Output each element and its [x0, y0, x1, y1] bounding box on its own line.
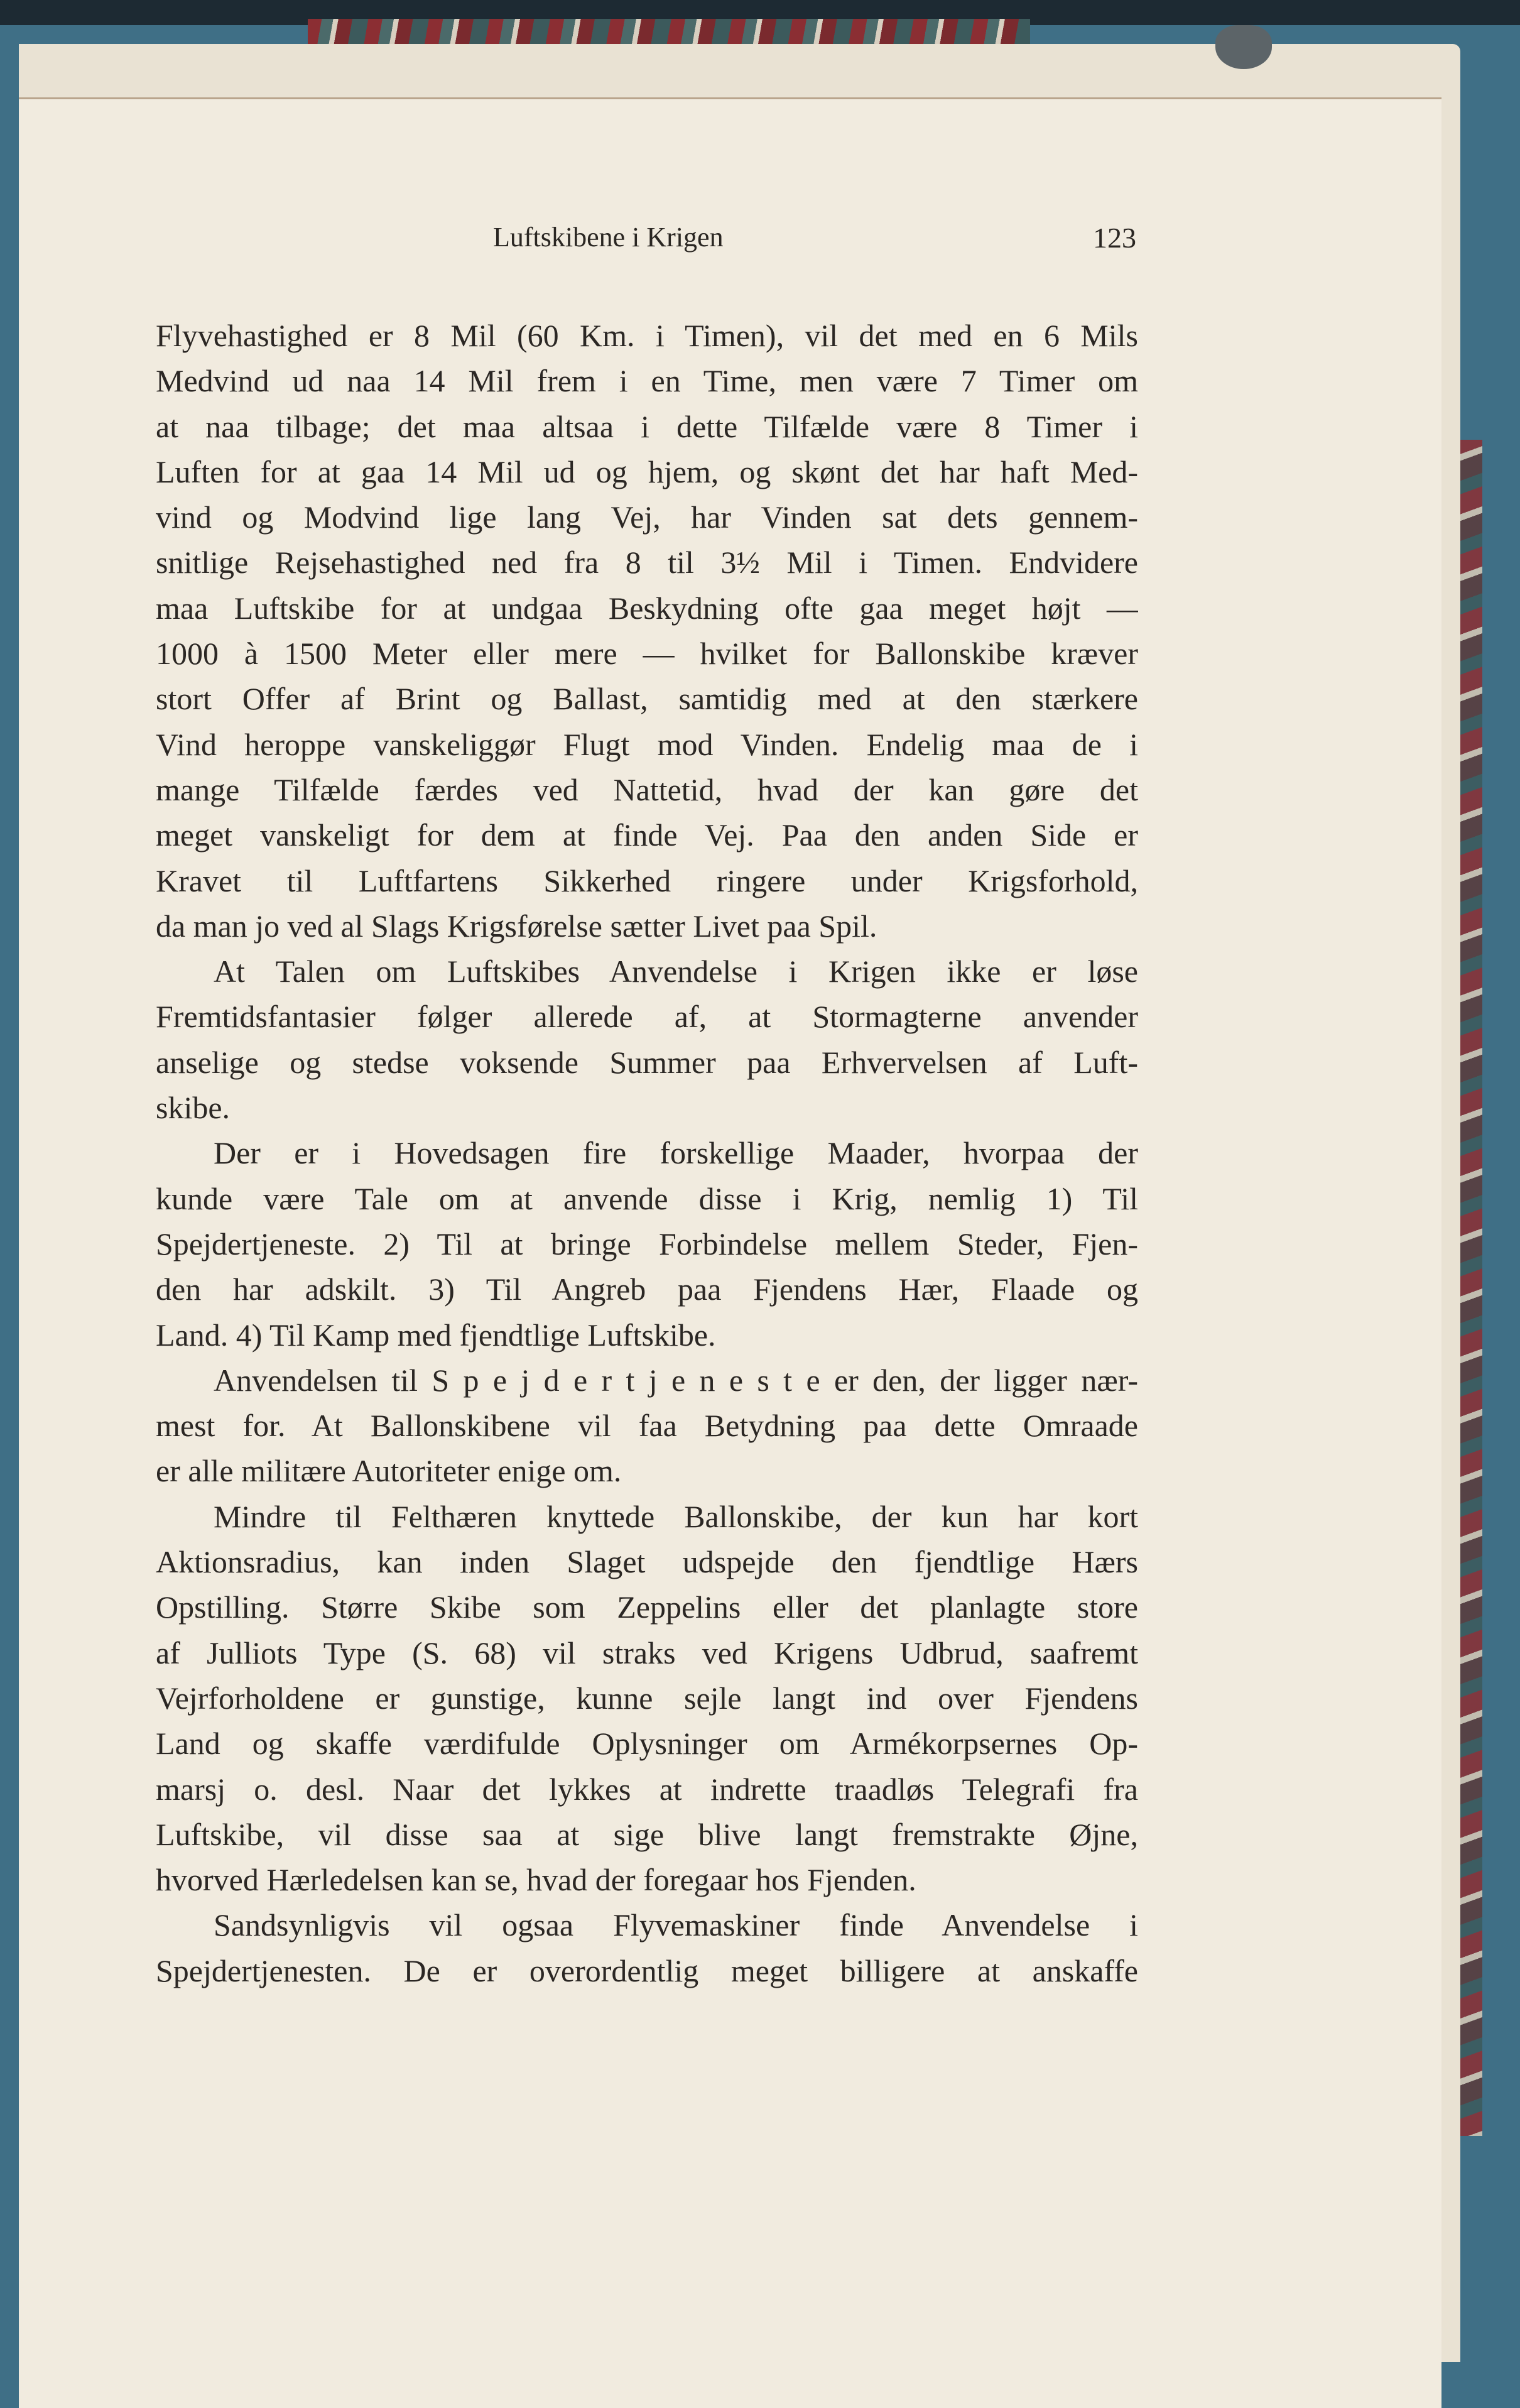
text-line: at naa tilbage; det maa altsaa i dette Tilfælde være 8 Timer i: [156, 408, 1138, 444]
text-line: At Talen om Luftskibes Anvendelse i Krigen ikke er løse: [214, 954, 1138, 989]
text-line: meget vanskeligt for dem at finde Vej. Paa den anden Side er: [156, 817, 1138, 853]
text-line: Spejdertjeneste. 2) Til at bringe Forbindelse mellem Steder, Fjen-: [156, 1226, 1138, 1261]
text-line: Mindre til Felthæren knyttede Ballonskibe, der kun har kort: [214, 1498, 1138, 1534]
text-line: Sandsynligvis vil ogsaa Flyvemaskiner finde Anvendelse i: [214, 1907, 1138, 1943]
text-line: Medvind ud naa 14 Mil frem i en Time, men være 7 Timer om: [156, 363, 1138, 399]
text-line: er alle militære Autoriteter enige om.: [156, 1453, 622, 1489]
text-line: 1000 à 1500 Meter eller mere — hvilket for Ballonskibe kræver: [156, 636, 1138, 672]
text-line: anselige og stedse voksende Summer paa Erhvervelsen af Luft-: [156, 1044, 1138, 1080]
paragraph: [156, 1902, 1138, 1993]
page-number: 123: [1093, 222, 1136, 254]
text-line: mange Tilfælde færdes ved Nattetid, hvad der kan gøre det: [156, 771, 1138, 807]
paragraph: [156, 1494, 1138, 1903]
body-text: [156, 313, 1138, 1993]
text-line: da man jo ved al Slags Krigsførelse sætter Livet paa Spil.: [156, 908, 877, 944]
text-line: Aktionsradius, kan inden Slaget udspejde den fjendtlige Hærs: [156, 1544, 1138, 1580]
text-line: Der er i Hovedsagen fire forskellige Maader, hvorpaa der: [214, 1135, 1138, 1171]
text-line: Flyvehastighed er 8 Mil (60 Km. i Timen), vil det med en 6 Mils: [156, 318, 1138, 353]
text-line: Fremtidsfantasier følger allerede af, at Stormagterne anvender: [156, 999, 1138, 1035]
text-line: Land og skaffe værdifulde Oplysninger om Armékorpsernes Op-: [156, 1726, 1138, 1762]
paragraph: [156, 1130, 1138, 1357]
text-line: Vejrforholdene er gunstige, kunne sejle langt ind over Fjendens: [156, 1680, 1138, 1716]
text-line: vind og Modvind lige lang Vej, har Vinden sat dets gennem-: [156, 499, 1138, 535]
text-line: Luftskibe, vil disse saa at sige blive langt fremstrakte Øjne,: [156, 1816, 1138, 1852]
text-line: den har adskilt. 3) Til Angreb paa Fjendens Hær, Flaade og: [156, 1272, 1138, 1307]
text-line: Luften for at gaa 14 Mil ud og hjem, og skønt det har haft Med-: [156, 454, 1138, 489]
text-line: stort Offer af Brint og Ballast, samtidig med at den stærkere: [156, 681, 1138, 717]
text-line: kunde være Tale om at anvende disse i Krig, nemlig 1) Til: [156, 1180, 1138, 1216]
text-line: Kravet til Luftfartens Sikkerhed ringere under Krigsforhold,: [156, 863, 1138, 898]
paragraph: [156, 313, 1138, 949]
paragraph: [156, 1358, 1138, 1494]
running-title: Luftskibene i Krigen: [493, 222, 724, 253]
text-line: mest for. At Ballonskibene vil faa Betydning paa dette Omraade: [156, 1408, 1138, 1444]
text-line: marsj o. desl. Naar det lykkes at indrette traadløs Telegrafi fra: [156, 1771, 1138, 1807]
text-line: hvorved Hærledelsen kan se, hvad der foregaar hos Fjenden.: [156, 1862, 916, 1898]
text-line: Spejdertjenesten. De er overordentlig meget billigere at anskaffe: [156, 1953, 1138, 1988]
text-line: Land. 4) Til Kamp med fjendtlige Luftskibe.: [156, 1317, 716, 1353]
text-line: maa Luftskibe for at undgaa Beskydning ofte gaa meget højt —: [156, 590, 1138, 626]
page-clip: [1215, 25, 1272, 69]
text-line: snitlige Rejsehastighed ned fra 8 til 3½ Mil i Timen. Endvidere: [156, 545, 1138, 580]
text-line: skibe.: [156, 1090, 231, 1126]
text-line: Vind heroppe vanskeliggør Flugt mod Vinden. Endelig maa de i: [156, 726, 1138, 762]
text-line: af Julliots Type (S. 68) vil straks ved Krigens Udbrud, saafremt: [156, 1635, 1138, 1670]
paragraph: [156, 949, 1138, 1130]
text-line: Anvendelsen til S p e j d e r t j e n e s t e er den, der ligger nær-: [214, 1362, 1138, 1398]
text-line: Opstilling. Større Skibe som Zeppelins eller det planlagte store: [156, 1589, 1138, 1625]
